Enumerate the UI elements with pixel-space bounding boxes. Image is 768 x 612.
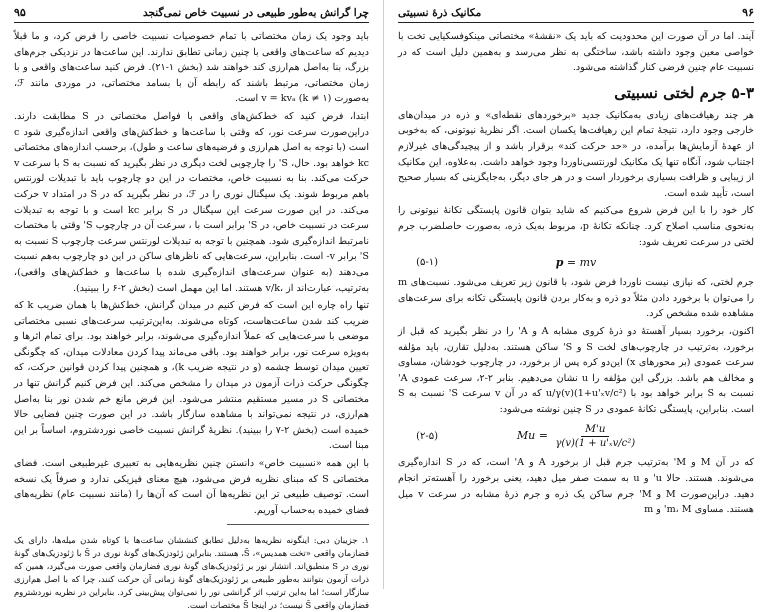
equation-1-body: p = mv [555,256,597,270]
right-page [384,0,768,589]
equation-2-denominator: γ(v)(1 + u'ₓv/c²) [555,438,636,450]
right-intro-paragraph: آیند. اما در آن صورت این محدودیت که باید یک «نقشهٔ» مختصاتی مینکوفسکیایی تخت با خواصی معین وجود داشته باشد، ساختگی به نظر می‌رسد و به‌همین دلیل است که در نسبیت عام چنین فرضی کنار گذاشته می‌شود. [398,31,754,74]
equation-1-lhs: p [555,256,564,270]
equation-2-fraction [555,423,635,449]
equation-2-body: Mu = $\frac{M'u}{\text{γ(v)(1 + u'ₓv/c²)}}$ [516,423,636,450]
right-running-title: مکانیک ذرهٔ نسبیتی [398,6,482,19]
left-footnote: ۱. جزیبان دبی: اینگونه نظریه‌ها به‌دلیل تطابق کنششان ساعت‌ها با کوتاه شدن میله‌ها، دارای یک فضازمان واقعی «تخت همدیس»، S̄، هستند. بنابراین ژئودزیک‌های گونهٔ نوری در S̄ با ژئودزیک‌های گونهٔ نوری در S منطبق‌اند. انتشار نور بر ژئودزیک‌های گونهٔ نوری فضازمان واقعی صورت می‌گیرد، همین که ذرات آزمون بتوانند به‌طور طبیعی بر ژئودزیک‌های گونهٔ زمانی آن حرکت کنند، چرا که با اصل هم‌ارزی سازگار است؛ اما به‌این ترتیب اثر گرانشی نور را نمی‌توان پیش‌بینی کرد. بنابراین در نظریه نوردشتروم فضازمان واقعی S̄ نیست؛ در اینجا S̄ مختصات است. [14,534,369,610]
left-paragraph-3: تنها راه چاره این است که فرض کنیم در میدان گرانش، خط‌کش‌ها با همان ضریب k که ضریب کند شدن ساعت‌هاست، کوتاه می‌شوند. به‌این‌ترتیب سرعت‌های نسبی مختصاتی موضعی با سرعت‌هایی که عملاً اندازه‌گیری می‌شوند، برابر خواهند بود. برای تمام اثرها و به‌ویژه سرعت نور، برابر خواهند بود. باقی می‌ماند پیدا کردن معادلات میدان، که چگونگی تعیین میدان توسط چشمه (و در نتیجه ضریب k)، و همچنین پیدا کردن قوانین حرکت، که چگونگی حرکت ذرات آزمون در میدان را مشخص می‌کند. این فرض کنیم گرانش تنها در مختصاتی S در مسیر مستقیم منتشر می‌شود. این فرض مانع خم شدن نور بنا به‌اصل هم‌ارزی، در نتیجه نمی‌تواند با مشاهده سازگار باشد. در این صورت چنین فضایی حالا خمیده است (بخش ۲-۷ را ببینید). نظریهٔ گرانش نسبیت خاصی نوردشتروم، اساساً بر این مبنا است. [14,300,370,452]
right-page-number: ۹۶ [742,6,754,19]
left-running-title: چرا گرانش به‌طور طبیعی در نسبیت خاص نمی‌گنجد [143,6,369,19]
left-paragraph-2: ابتدا، فرض کنید که خط‌کش‌های واقعی با فواصل مختصاتی در S مطابقت دارند. دراین‌صورت سرعت نور، که وقتی با ساعت‌ها و خط‌کش‌های واقعی اندازه‌گیری شود c است (با توجه به اصل هم‌ارزی و فرضیه‌های ساعت و طول)، برحسب اندازه‌های مختصاتی kc خواهد بود. حال، S' را چارچوبی لخت دیگری در نظر بگیرید که نسبت به S با سرعت v حرکت می‌کند. بنا به نسبیت خاص، مختصات در این دو چارچوب باید با تبدیلات لورنتس باهم مربوط شوند. یک سیگنال نوری را در ℱ، در نظر بگیرید که در S در امتداد v حرکت می‌کند. در این صورت سرعت این سیگنال در S برابر kc است و با توجه به تبدیلات سرعت در نسبیت خاص، در S' برابر است با ، سرعت آن در چارچوب S' وقتی با مختصات نامرتبط اندازه‌گیری شود. همچنین با توجه به تبدیلات لورنتس سرعت چارچوب S نسبت به S' برابر v- است. بنابراین، سرعت‌هایی که ناظرهای ساکن در این دو چارچوب به‌هم نسبت می‌دهند (به عنوان سرعت‌های اندازه‌گیری شده با ساعت‌ها و خط‌کش‌های واقعی)، به‌ترتیب، عبارت‌اند از ،v/k هستند. اما این مهمل است (بخش ۲-۶ را ببینید). [14,110,370,294]
equation-2-numerator: M'u [581,423,609,437]
right-section-paragraph-1: هر چند رهیافت‌های زیادی به‌مکانیک جدید «برخوردهای نقطه‌ای» و ذره در میدان‌های خارجی وجود دارد، نتیجهٔ تمام این رهیافت‌ها یکسان است. اگر نظریهٔ نیوتونی، که به‌خوبی از عهدهٔ آزمایش‌ها برآمده، در «حد حرکت کند» برقرار باشد و از پیچیدگی‌های غیرلازم اجتناب شود، آنگاه تنها یک مکانیک لورنتسی‌ناوردا وجود خواهد داشت. به‌علاوه، این مکانیک از زیبایی و ظرافت بسیاری برخوردار است و در هر جای دیگر، به‌جایگزینی که بسیار صحیح است، تأیید شده است. [398,109,754,199]
right-closing-paragraph: که در آن M و M' به‌ترتیب جرم قبل از برخورد A و A' است، که در S اندازه‌گیری می‌شوند. هستند. حالا u' و u به سمت صفر میل دهید، یعنی برخورد را آهسته‌تر انجام دهید. دراین‌صورت M و M' جرم ساکن یک ذره و جرم ذرهٔ مشابه در سرعت v میل هستند. مساوی m، M' و m [398,457,754,516]
footnote-rule [227,524,369,525]
right-middle-paragraph-2: اکنون، برخورد بسیار آهستهٔ دو ذرهٔ کروی مشابه A و A' را در نظر بگیرید که قبل از برخورد، به‌ترتیب در چارچوب‌های لخت S و S' ساکن هستند. به‌دلیل تقارن، باید مؤلفه سرعت عمودی (بر محورهای x) این‌دو کره پس از برخورد، در چارچوب خودشان، مساوی و مخالف هم باشد. بزرگی این مؤلفه را u نشان می‌دهیم. بنابر ۲-۲، سرعت عمودی A' نسبت به S برابر خواهد بود با u/γ(v)(1+u'ₓv/c²) که در آن v سرعت S' نسبت به S است. بنابراین، پایستگی تکانهٔ عمودی در S چنین نوشته می‌شود: [398,325,755,415]
right-middle-paragraph-1: جرم لختی، که نیازی نیست ناوردا فرض شود، با قانون زیر تعریف می‌شود. نسبت‌های m را می‌توان با برخورد دادن مثلاً دو ذره و به‌کار بردن قانون پایستگی تکانه برای سرعت‌های مشاهده شده مشخص کرد. [398,277,754,320]
left-page-number: ۹۵ [14,6,26,19]
equation-2-number: (۲-۵) [416,430,438,442]
left-page-header [14,0,369,23]
equation-momentum-conservation [398,423,754,449]
equation-momentum [398,256,754,269]
equation-2-lhs: Mu [516,429,536,443]
right-page-header [398,0,754,23]
right-section-paragraph-2: کار خود را با این فرض شروع می‌کنیم که شاید بتوان قانون پایستگی تکانهٔ نیوتونی را به‌نحوی مناسب اصلاح کرد. چنانکه تکانهٔ p، مربوط به‌یک ذره، به‌صورت حاصلضرب جرم لختی در سرعت تعریف شود: [398,205,754,248]
left-paragraph-1: باید وجود یک زمان مختصاتی با تمام خصوصیات نسبیت خاصی را فرض کرد، و ما قبلاً دیدیم که ساعت‌های واقعی با چنین زمانی تطابق ندارند. این ساعت‌ها در نزدیکی جرم‌های بزرگ، بنا به‌اصل هم‌ارزی کند خواهند شد (بخش ۱-۲۱). فرض کنید ساعت‌های واقعی و با زمان مختصاتی، مرتبط باشند که رابطه آن با بسامد مختصاتی، در موردی مانند ℱ، به‌صورت (۱ ≠ k) v = kvₐ است. [14,31,369,105]
equation-1-number: (۵-۱) [416,257,438,269]
left-paragraph-4: با این همه «نسبیت خاص» دانستن چنین نظریه‌هایی به تعبیری غیرطبیعی است. فضای مختصاتی S که مبنای نظریه فرض می‌شود، هیچ معنای فیزیکی ندارد و صرفاً یک نسخه است. توصیف طبیعی تر این نظریه‌ها آن است که آن‌ها را (مانند نسبیت عام) نظریه‌های فضای خمیده به‌حساب آوریم. [14,458,369,516]
left-page [0,0,384,610]
equation-1-rhs: mv [579,256,597,270]
section-title: ۵-۳ جرم لختی نسبیتی [614,83,754,102]
